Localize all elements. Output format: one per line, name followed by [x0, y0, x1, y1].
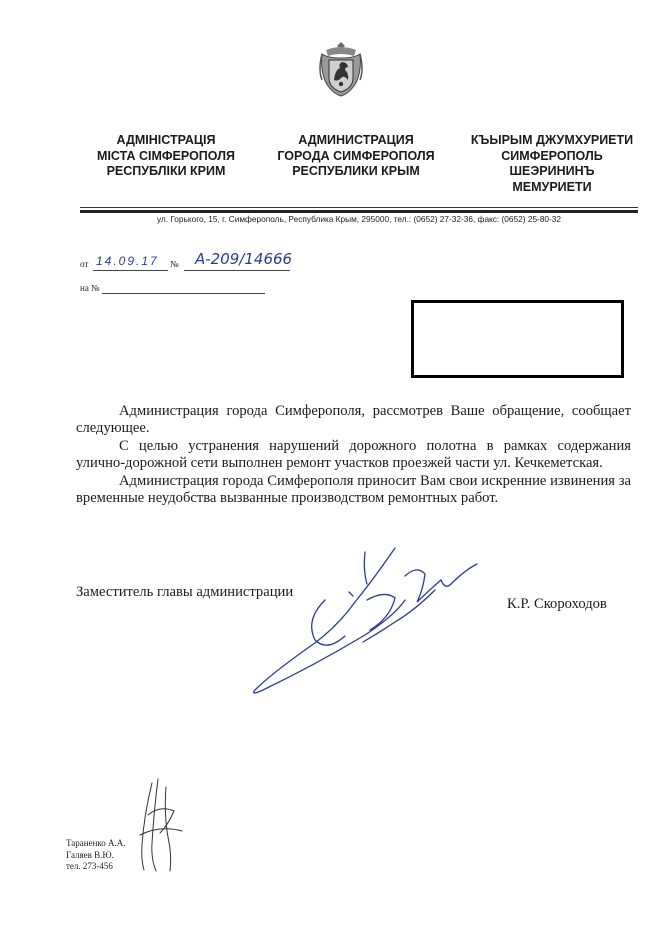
header-ru-line: РЕСПУБЛИКИ КРЫМ [292, 164, 420, 178]
body-paragraph: Администрация города Симферополя приносит Вам свои искренние извинения за временные неудобства вызванные производством ремонтных работ. [76, 472, 631, 507]
reference-label: на № [80, 283, 100, 293]
reference-underline [102, 293, 265, 294]
executors-block [66, 838, 126, 873]
header-divider-thick [80, 210, 638, 213]
executor-line: Галяев В.Ю. [66, 849, 114, 860]
number-underline [184, 270, 290, 271]
executor-line: Тараненко А.А. [66, 838, 126, 848]
body-paragraph: С целью устранения нарушений дорожного полотна в рамках содержания улично-дорожной сети выполнен ремонт участков проезжей части ул. Кечкеметская. [76, 437, 631, 472]
header-ru-line: ГОРОДА СИМФЕРОПОЛЯ [277, 148, 435, 163]
coat-of-arms-icon [318, 40, 364, 98]
date-label: от [80, 259, 89, 269]
header-crh-line: СИМФЕРОПОЛЬ [501, 148, 603, 163]
initials-mark [130, 775, 190, 875]
header-crh-line: ШЕЭРИНИНЪ [509, 164, 595, 178]
header-ua-line: МІСТА СІМФЕРОПОЛЯ [97, 148, 235, 163]
header-crimean-tatar [452, 133, 652, 195]
handwritten-signature [245, 540, 505, 700]
recipient-redaction-box [411, 300, 624, 378]
number-label: № [170, 259, 179, 269]
body-paragraph: Администрация города Симферополя, рассмотрев Ваше обращение, сообщает следующее. [76, 403, 631, 437]
header-ua-line: АДМІНІСТРАЦІЯ [116, 133, 216, 147]
header-divider-thin [80, 207, 638, 208]
executor-phone: тел. 273-456 [66, 861, 113, 871]
header-ru-line: АДМИНИСТРАЦИЯ [298, 133, 414, 147]
signer-title: Заместитель главы администрации [76, 584, 294, 600]
header-ukrainian [80, 133, 252, 180]
address-line: ул. Горького, 15, г. Симферополь, Республика Крым, 295000, тел.: (0652) 27-32-36, факс: (0652) 25-80-32 [156, 214, 562, 224]
date-underline [93, 270, 168, 271]
header-ua-line: РЕСПУБЛІКИ КРИМ [106, 164, 226, 178]
date-value: 14.09.17 [96, 254, 159, 268]
signer-name: К.Р. Скороходов [507, 596, 607, 612]
header-russian [262, 133, 450, 180]
letter-body [76, 403, 631, 507]
outgoing-number-value: A-209/14666 [195, 250, 293, 268]
header-crh-line: КЪЫРЫМ ДЖУМХУРИЕТИ [470, 133, 634, 147]
header-crh-line: МЕМУРИЕТИ [512, 179, 592, 194]
